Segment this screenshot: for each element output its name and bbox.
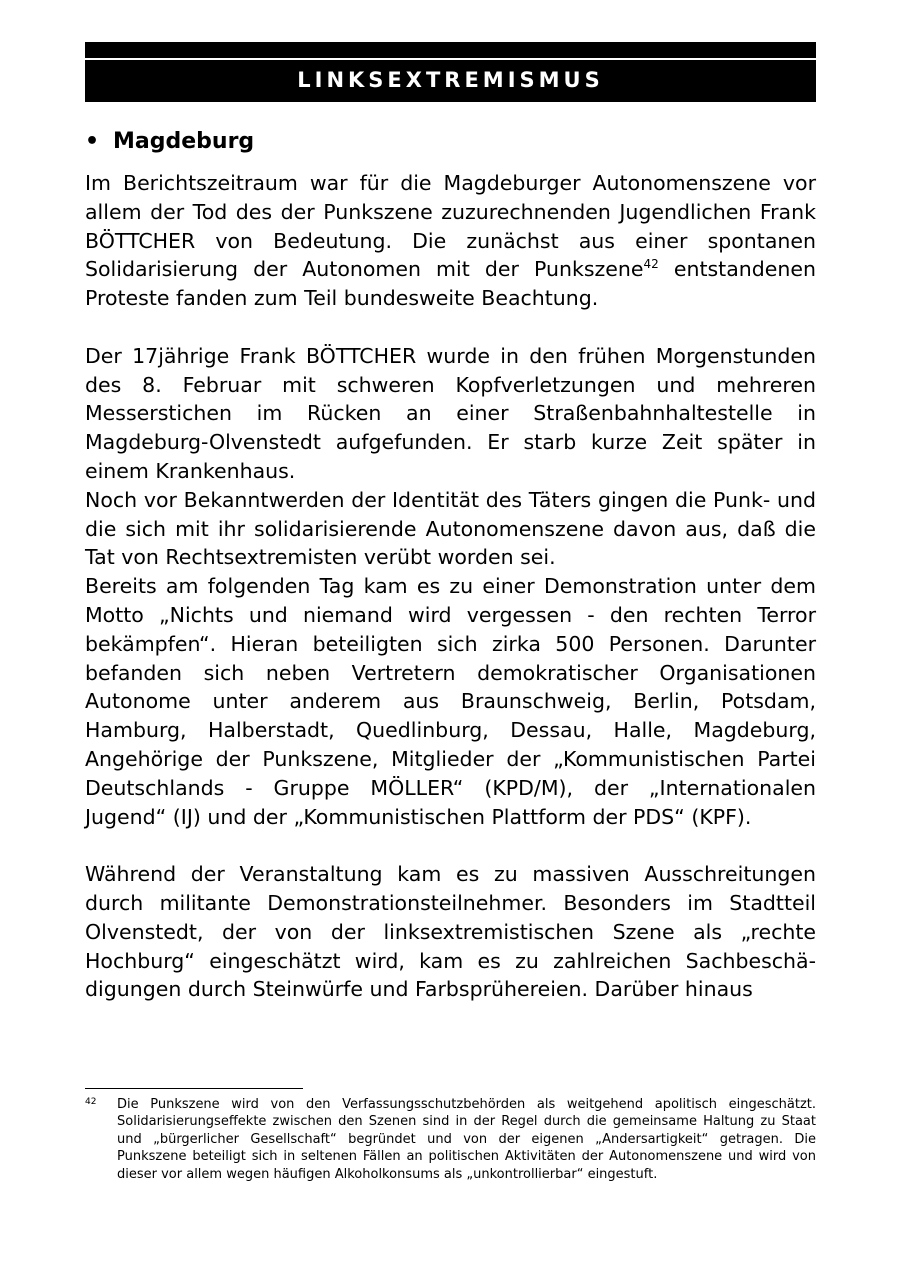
document-page bbox=[85, 42, 816, 1004]
bullet-icon: • bbox=[85, 129, 100, 154]
page-header-title: LINKSEXTREMISMUS bbox=[297, 68, 604, 92]
footnote bbox=[85, 1096, 816, 1183]
section-title: Magdeburg bbox=[113, 129, 255, 154]
paragraph-5: Während der Veranstaltung kam es zu massiven Ausschreitungen durch militante Demonstrationsteilnehmer. Besonders im Stadtteil Olvenstedt, der von der linksextremistischen Szene als „rechte Hochburg“ eingeschätzt wird, kam es zu zahlreichen Sachbeschädigungen durch Steinwürfe und Farbsprühereien. Darüber hinaus bbox=[85, 862, 816, 1002]
header-top-rule bbox=[85, 42, 816, 58]
footnote-reference: 42 bbox=[643, 257, 659, 272]
paragraph-2: Der 17jährige Frank BÖTTCHER wurde in den frühen Morgenstunden des 8. Februar mit schweren Kopfverletzungen und mehreren Messerstichen im Rücken an einer Straßenbahnhaltestelle in Magdeburg-Olvenstedt aufgefunden. Er starb kurze Zeit später in einem Krankenhaus. bbox=[85, 343, 816, 483]
paragraph-3: Noch vor Bekanntwerden der Identität des Täters gingen die Punk- und die sich mit ihr solidarisierende Autonomenszene davon aus, daß die Tat von Rechtsextremisten verübt worden sei. bbox=[85, 487, 816, 570]
page-header-bar bbox=[85, 60, 816, 102]
paragraph-1 bbox=[85, 169, 816, 313]
section-heading bbox=[85, 127, 816, 157]
paragraph-1-text-a: Im Berichtszeitraum war für die Magdeburger Autonomenszene vor allem der Tod des der Punkszene zuzurechnenden Jugendlichen Frank BÖTTCHER von Bedeutung. Die zunächst aus einer spontanen Solidarisierung der Autonomen mit der Punkszene bbox=[85, 171, 816, 282]
footnote-mark: 42 bbox=[85, 1097, 97, 1107]
paragraph-1-text-b: entstandenen Proteste fanden zum Teil bundesweite Beachtung. bbox=[85, 257, 816, 311]
footnote-text: Die Punkszene wird von den Verfassungsschutzbehörden als weitgehend apolitisch eingeschätzt. Solidarisierungseffekte zwischen den Szenen sind in der Regel durch die gemeinsame Haltung zu Staat und „bürgerlicher Gesellschaft“ begründet und von der eigenen „Andersartigkeit“ getragen. Die Punkszene beteiligt sich in seltenen Fällen an politischen Aktivitäten der Autonomenszene und wird von dieser vor allem wegen häufigen Alkoholkonsums als „unkontrollierbar“ eingestuft. bbox=[117, 1097, 816, 1182]
paragraph-4: Bereits am folgenden Tag kam es zu einer Demonstration unter dem Motto „Nichts und niemand wird vergessen - den rechten Terror bekämpfen“. Hieran beteiligten sich zirka 500 Personen. Darunter befanden sich neben Vertretern demokratischer Organisationen Autonome unter anderem aus Braunschweig, Berlin, Potsdam, Hamburg, Halberstadt, Quedlinburg, Dessau, Halle, Magdeburg, Angehörige der Punkszene, Mitglieder der „Kommunistischen Partei Deutschlands - Gruppe MÖLLER“ (KPD/M), der „Internationalen Jugend“ (IJ) und der „Kommunistischen Plattform der PDS“ (KPF). bbox=[85, 574, 816, 829]
footnote-separator bbox=[85, 1088, 303, 1089]
